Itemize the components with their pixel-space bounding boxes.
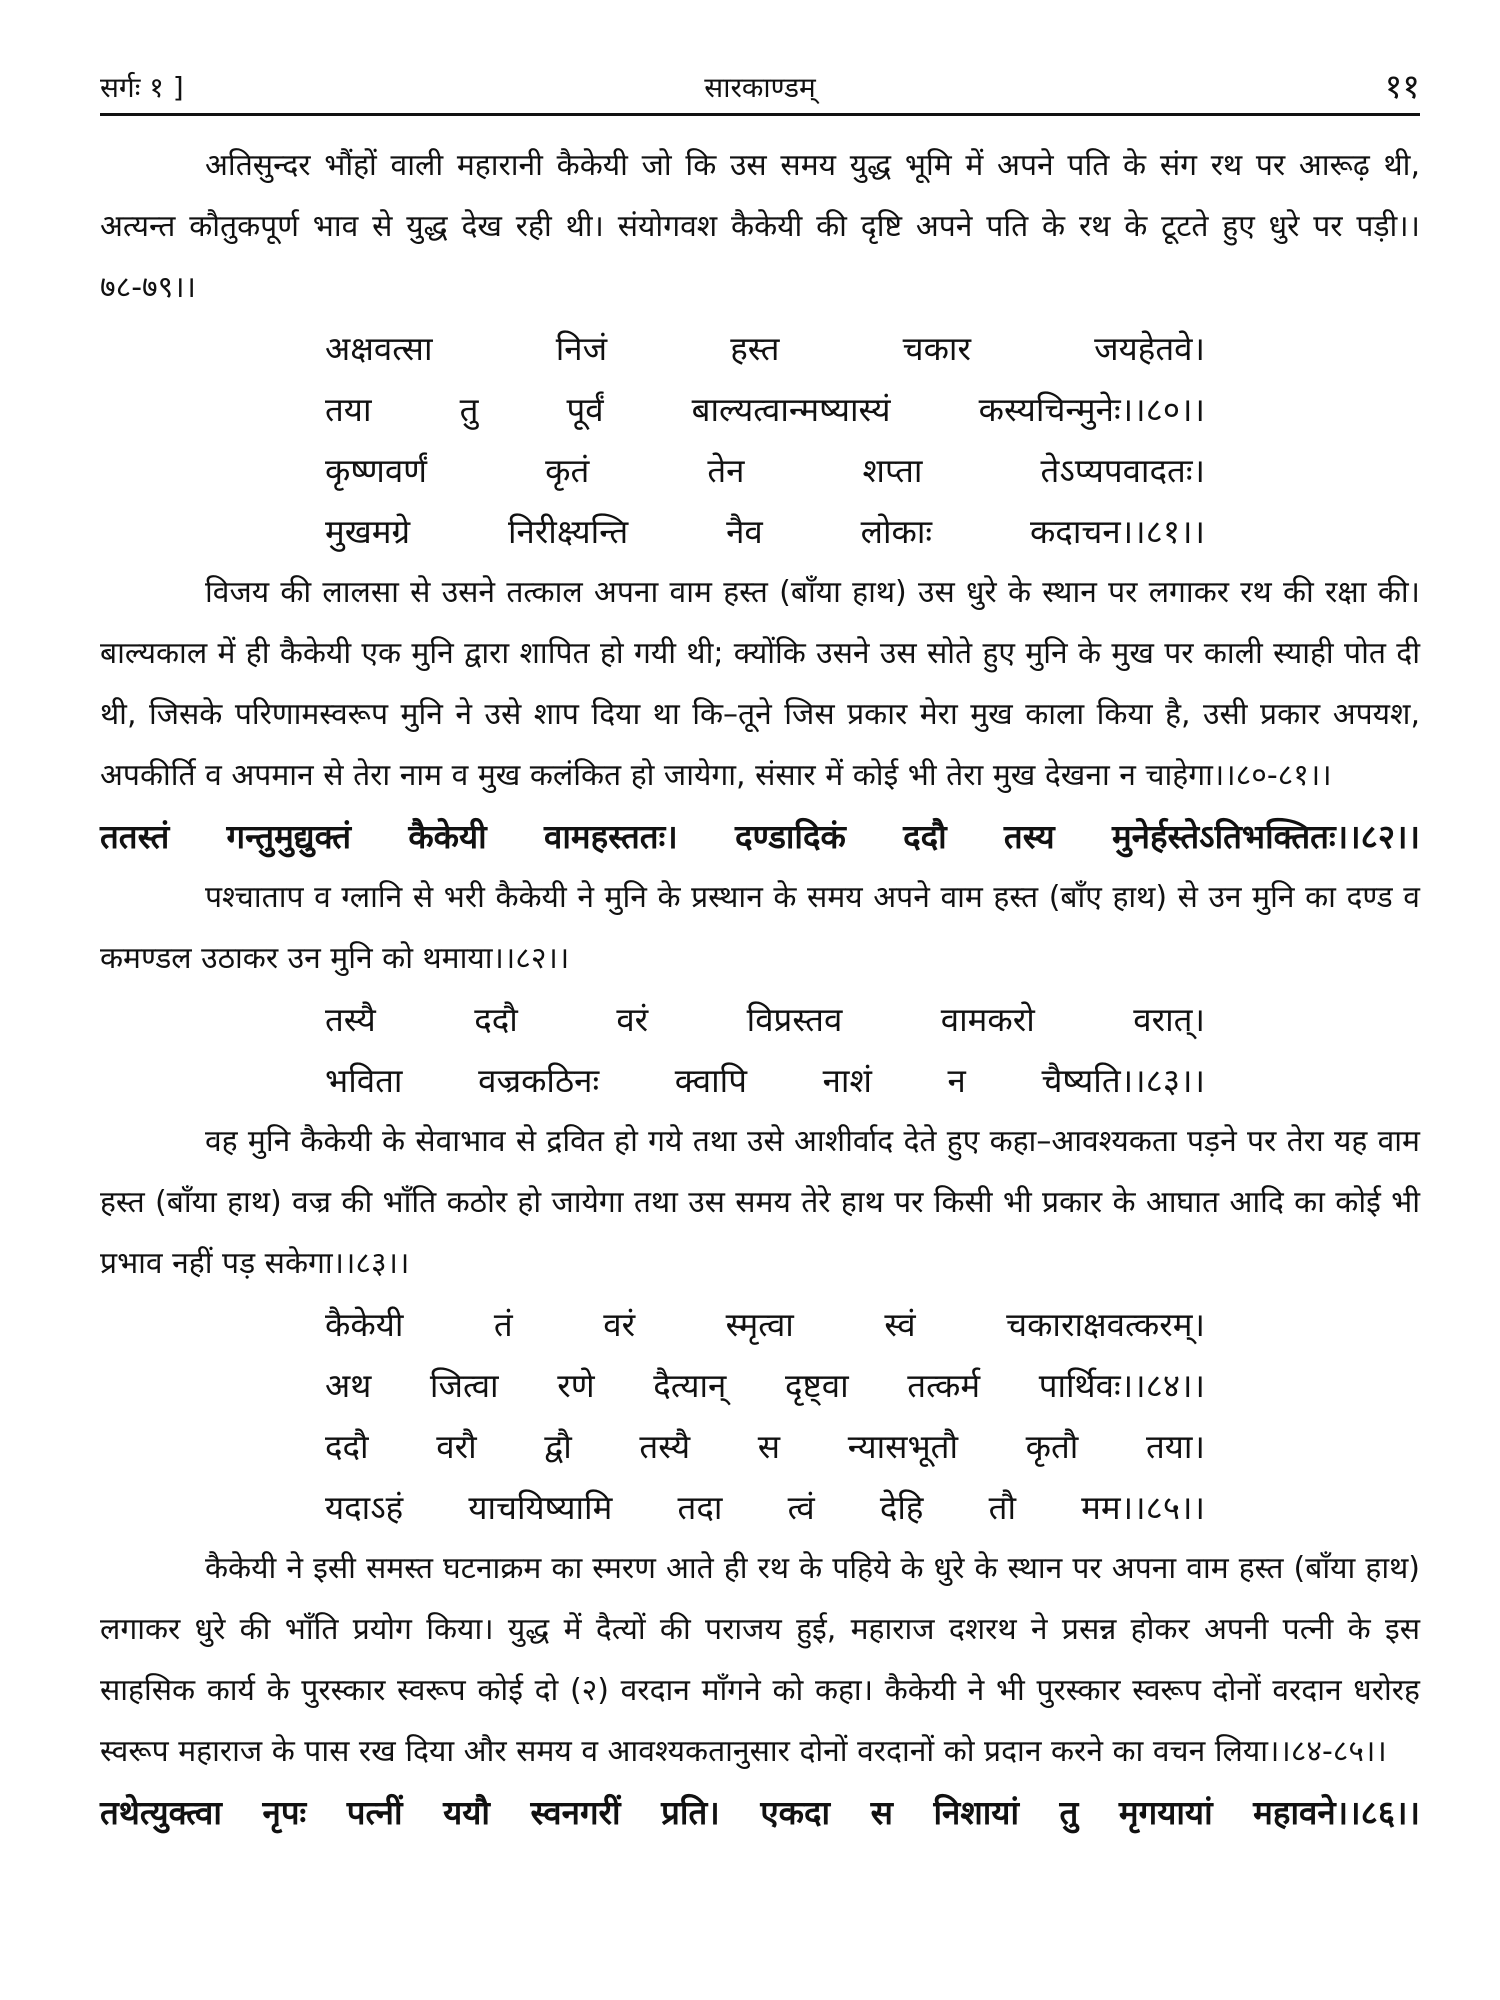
verse-80-81 bbox=[100, 318, 1205, 562]
translation-82: पश्चाताप व ग्लानि से भरी कैकेयी ने मुनि के प्रस्थान के समय अपने वाम हस्त (बाँए हाथ) से उन मुनि का दण्ड व कमण्डल उठाकर उन मुनि को थमाया।।८२।। bbox=[100, 880, 1420, 976]
verse-line: तस्यै ददौ वरं विप्रस्तव वामकरो वरात्। bbox=[325, 1000, 1205, 1039]
verse-line: ददौ वरौ द्वौ तस्यै स न्यासभूतौ कृतौ तया। bbox=[325, 1427, 1205, 1466]
verse-line: अथ जित्वा रणे दैत्यान् दृष्ट्वा तत्कर्म पार्थिवः।।८४।। bbox=[325, 1366, 1205, 1405]
translation-83: वह मुनि कैकेयी के सेवाभाव से द्रवित हो गये तथा उसे आशीर्वाद देते हुए कहा–आवश्यकता पड़ने पर तेरा यह वाम हस्त (बाँया हाथ) वज्र की भाँति कठोर हो जायेगा तथा उस समय तेरे हाथ पर किसी भी प्रकार के आघात आदि का कोई भी प्रभाव नहीं पड़ सकेगा।।८३।। bbox=[100, 1124, 1420, 1281]
verse-line: कैकेयी तं वरं स्मृत्वा स्वं चकाराक्षवत्करम्। bbox=[325, 1305, 1205, 1344]
page-number: ११ bbox=[1384, 67, 1420, 107]
page-body bbox=[100, 135, 1420, 1843]
translation-84-85: कैकेयी ने इसी समस्त घटनाक्रम का स्मरण आते ही रथ के पहिये के धुरे के स्थान पर अपना वाम हस्त (बाँया हाथ) लगाकर धुरे की भाँति प्रयोग किया। युद्ध में दैत्यों की पराजय हुई, महाराज दशरथ ने प्रसन्न होकर अपनी पत्नी के इस साहसिक कार्य के पुरस्कार स्वरूप कोई दो (२) वरदान माँगने को कहा। कैकेयी ने भी पुरस्कार स्वरूप दोनों वरदान धरोरह स्वरूप महाराज के पास रख दिया और समय व आवश्यकतानुसार दोनों वरदानों को प्रदान करने का वचन लिया।।८४-८५।। bbox=[100, 1551, 1420, 1769]
verse-line: यदाऽहं याचयिष्यामि तदा त्वं देहि तौ मम।।८५।। bbox=[325, 1488, 1205, 1527]
translation-78-79: अतिसुन्दर भौंहों वाली महारानी कैकेयी जो कि उस समय युद्ध भूमि में अपने पति के संग रथ पर आरूढ़ थी, अत्यन्त कौतुकपूर्ण भाव से युद्ध देख रही थी। संयोगवश कैकेयी की दृष्टि अपने पति के रथ के टूटते हुए धुरे पर पड़ी।।७८-७९।। bbox=[100, 148, 1420, 305]
translation-80-81: विजय की लालसा से उसने तत्काल अपना वाम हस्त (बाँया हाथ) उस धुरे के स्थान पर लगाकर रथ की रक्षा की। बाल्यकाल में ही कैकेयी एक मुनि द्वारा शापित हो गयी थी; क्योंकि उसने उस सोते हुए मुनि के मुख पर काली स्याही पोत दी थी, जिसके परिणामस्वरूप मुनि ने उसे शाप दिया था कि–तूने जिस प्रकार मेरा मुख काला किया है, उसी प्रकार अपयश, अपकीर्ति व अपमान से तेरा नाम व मुख कलंकित हो जायेगा, संसार में कोई भी तेरा मुख देखना न चाहेगा।।८०-८१।। bbox=[100, 575, 1420, 793]
verse-line: कृष्णवर्णं कृतं तेन शप्ता तेऽप्यपवादतः। bbox=[325, 451, 1205, 490]
section-label: सर्गः १ ] bbox=[100, 71, 184, 104]
page-header bbox=[100, 48, 1420, 108]
verse-line: अक्षवत्सा निजं हस्त चकार जयहेतवे। bbox=[325, 329, 1205, 368]
verse-line: भविता वज्रकठिनः क्वापि नाशं न चैष्यति।।८३।। bbox=[325, 1061, 1205, 1100]
verse-83 bbox=[100, 989, 1205, 1111]
running-title: सारकाण्डम् bbox=[704, 71, 816, 104]
verse-line: मुखमग्रे निरीक्ष्यन्ति नैव लोकाः कदाचन।।८१।। bbox=[325, 512, 1205, 551]
verse-86: तथेत्युक्त्वा नृपः पत्नीं ययौ स्वनगरीं प्रति। एकदा स निशायां तु मृगयायां महावने।।८६।। bbox=[100, 1793, 1420, 1832]
verse-84-85 bbox=[100, 1294, 1205, 1538]
verse-line: तया तु पूर्वं बाल्यत्वान्मष्यास्यं कस्यचिन्मुनेः।।८०।। bbox=[325, 390, 1205, 429]
verse-82: ततस्तं गन्तुमुद्युक्तं कैकेयी वामहस्ततः। दण्डादिकं ददौ तस्य मुनेर्हस्तेऽतिभक्तितः।।८२।। bbox=[100, 817, 1420, 856]
header-rule bbox=[100, 113, 1420, 116]
